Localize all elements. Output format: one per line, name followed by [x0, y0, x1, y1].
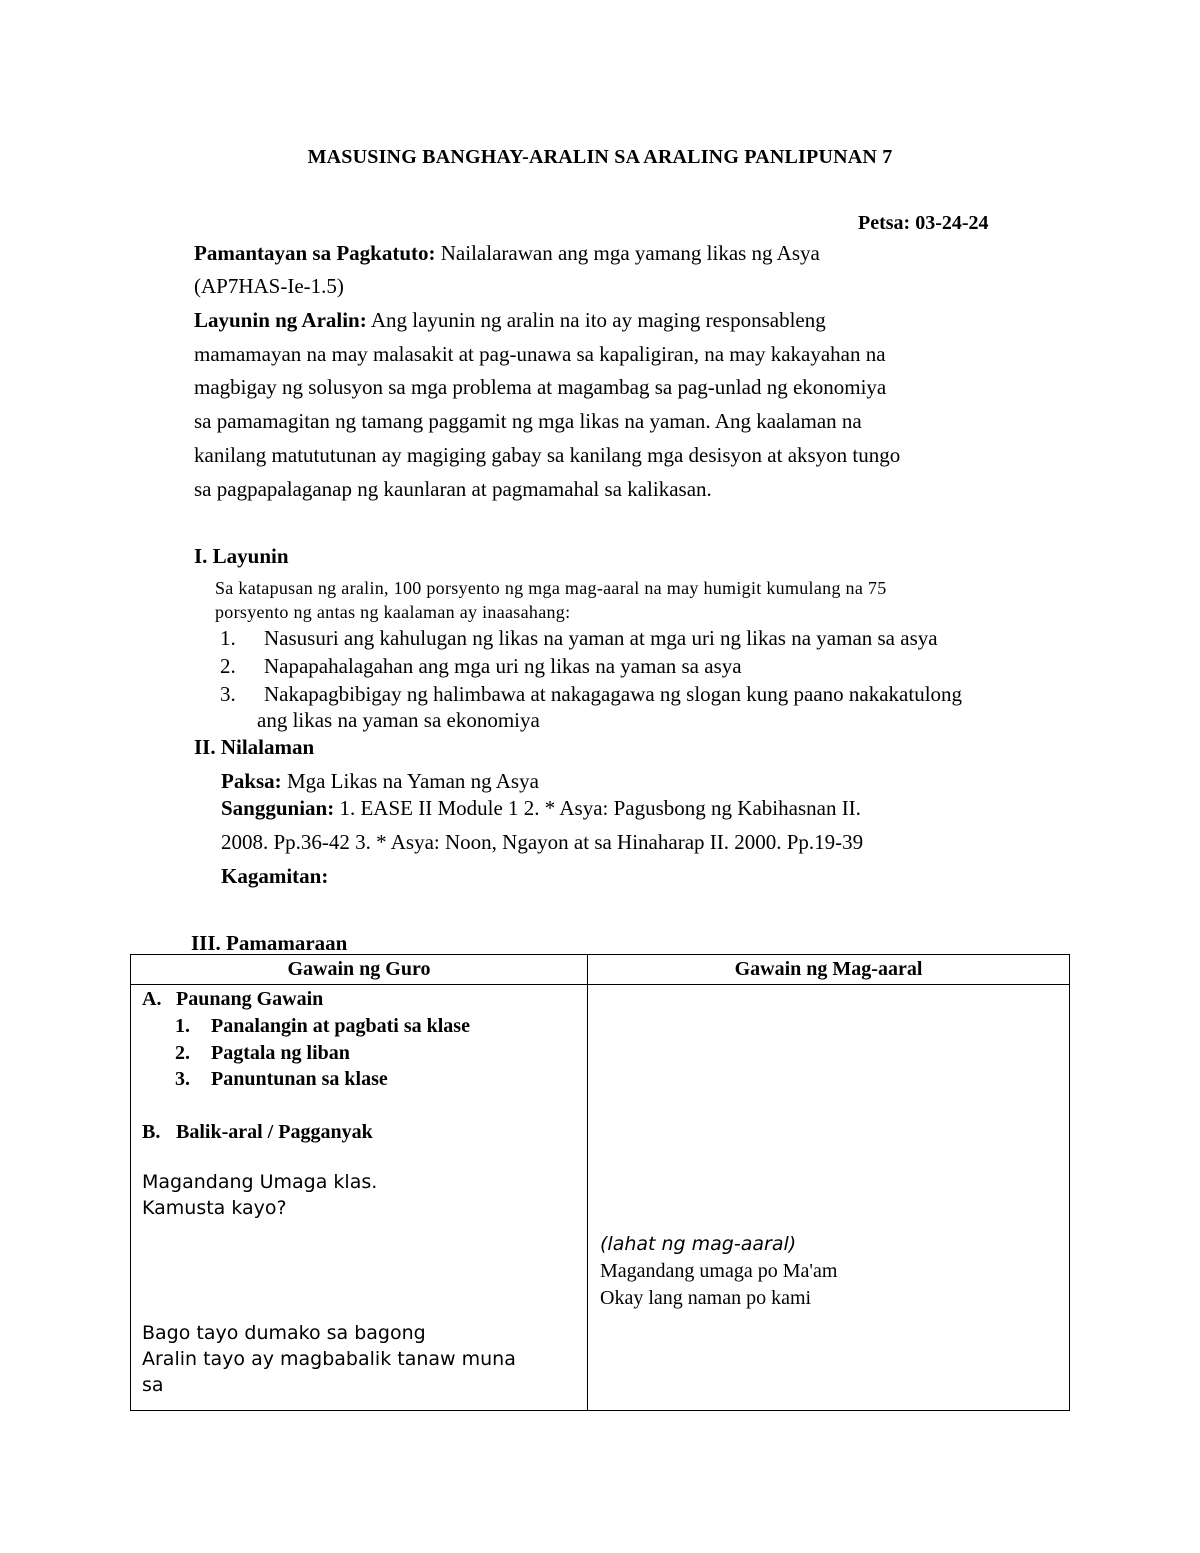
- sanggunian-label: Sanggunian:: [221, 796, 335, 820]
- list-item: [175, 1042, 350, 1065]
- list-number: 3.: [175, 1068, 190, 1090]
- list-number: 1.: [220, 626, 236, 650]
- layunin-aralin-line-3: magbigay ng solusyon sa mga problema at magambag sa pag-unlad ng ekonomiya: [194, 375, 887, 399]
- step-b-label: B.: [142, 1121, 161, 1143]
- document-date: Petsa: 03-24-24: [858, 212, 989, 234]
- section-1-intro-1: Sa katapusan ng aralin, 100 porsyento ng mga mag-aaral na may humigit kumulang na 75: [215, 578, 887, 598]
- kagamitan-label: Kagamitan:: [221, 864, 329, 888]
- list-text: Panalangin at pagbati sa klase: [211, 1015, 470, 1037]
- paksa-text: Mga Likas na Yaman ng Asya: [281, 769, 539, 793]
- layunin-aralin-line-5: kanilang matututunan ay magiging gabay sa kanilang mga desisyon at aksyon tungo: [194, 443, 901, 467]
- section-1-heading: I. Layunin: [194, 544, 289, 568]
- pamamaraan-table: [130, 954, 1070, 1411]
- list-item: [220, 626, 938, 651]
- review-line-2: Aralin tayo ay magbabalik tanaw muna: [142, 1348, 516, 1370]
- sanggunian-line-2: 2008. Pp.36-42 3. * Asya: Noon, Ngayon at sa Hinaharap II. 2000. Pp.19-39: [221, 830, 864, 854]
- step-a: [142, 988, 324, 1011]
- section-3-heading: III. Pamamaraan: [191, 931, 348, 955]
- list-number: 2.: [175, 1042, 190, 1064]
- layunin-aralin-text: Ang layunin ng aralin na ito ay maging responsableng: [366, 308, 826, 332]
- step-a-text: Paunang Gawain: [176, 988, 324, 1010]
- layunin-aralin-label: Layunin ng Aralin:: [194, 308, 367, 332]
- list-item: [220, 682, 963, 707]
- greeting-line-2: Kamusta kayo?: [142, 1197, 287, 1219]
- list-text: Napapahalagahan ang mga uri ng likas na yaman sa asya: [264, 654, 742, 678]
- section-2-heading: II. Nilalaman: [194, 735, 315, 759]
- document-title: MASUSING BANGHAY-ARALIN SA ARALING PANLIPUNAN 7: [307, 146, 893, 168]
- list-text: Panuntunan sa klase: [211, 1068, 388, 1090]
- section-1-intro-2: porsyento ng antas ng kaalaman ay inaasahang:: [215, 602, 571, 622]
- list-text: Pagtala ng liban: [211, 1042, 350, 1064]
- greeting-line-1: Magandang Umaga klas.: [142, 1171, 378, 1193]
- sanggunian-text: 1. EASE II Module 1 2. * Asya: Pagusbong ng Kabihasnan II.: [334, 796, 861, 820]
- header-divider: [131, 984, 1069, 985]
- list-item: [220, 654, 742, 679]
- review-line-3: sa: [142, 1374, 164, 1396]
- step-b-text: Balik-aral / Pagganyak: [176, 1121, 373, 1143]
- step-b: [142, 1121, 373, 1144]
- sanggunian-line: [221, 796, 861, 821]
- list-item: [175, 1068, 388, 1091]
- list-number: 2.: [220, 654, 236, 678]
- review-line-1: Bago tayo dumako sa bagong: [142, 1322, 426, 1344]
- list-number: 1.: [175, 1015, 190, 1037]
- layunin-aralin-line-1: [194, 308, 826, 333]
- pamantayan-line: [194, 241, 820, 266]
- pamantayan-text: Nailalarawan ang mga yamang likas ng Asya: [435, 241, 820, 265]
- layunin-aralin-line-6: sa pagpapalaganap ng kaunlaran at pagmamahal sa kalikasan.: [194, 477, 712, 501]
- layunin-aralin-line-2: mamamayan na may malasakit at pag-unawa sa kapaligiran, na may kakayahan na: [194, 342, 886, 366]
- step-a-label: A.: [142, 988, 162, 1010]
- pamantayan-code: (AP7HAS-Ie-1.5): [194, 274, 344, 298]
- layunin-aralin-line-4: sa pamamagitan ng tamang paggamit ng mga likas na yaman. Ang kaalaman na: [194, 409, 862, 433]
- list-text: Nasusuri ang kahulugan ng likas na yaman at mga uri ng likas na yaman sa asya: [264, 626, 938, 650]
- paksa-line: [221, 769, 539, 794]
- list-number: 3.: [220, 682, 236, 706]
- pamantayan-label: Pamantayan sa Pagkatuto:: [194, 241, 436, 265]
- column-divider: [587, 955, 588, 1410]
- student-response-line-2: Okay lang naman po kami: [600, 1287, 812, 1309]
- list-text: Nakapagbibigay ng halimbawa at nakagagawa ng slogan kung paano nakakatulong: [264, 682, 963, 706]
- student-response-line-1: Magandang umaga po Ma'am: [600, 1260, 838, 1282]
- list-item: [175, 1015, 470, 1038]
- column-header-mag-aaral: Gawain ng Mag-aaral: [734, 958, 923, 980]
- list-text-continued: ang likas na yaman sa ekonomiya: [257, 708, 540, 732]
- student-response-who: (lahat ng mag-aaral): [600, 1233, 797, 1255]
- column-header-guro: Gawain ng Guro: [287, 958, 431, 980]
- paksa-label: Paksa:: [221, 769, 282, 793]
